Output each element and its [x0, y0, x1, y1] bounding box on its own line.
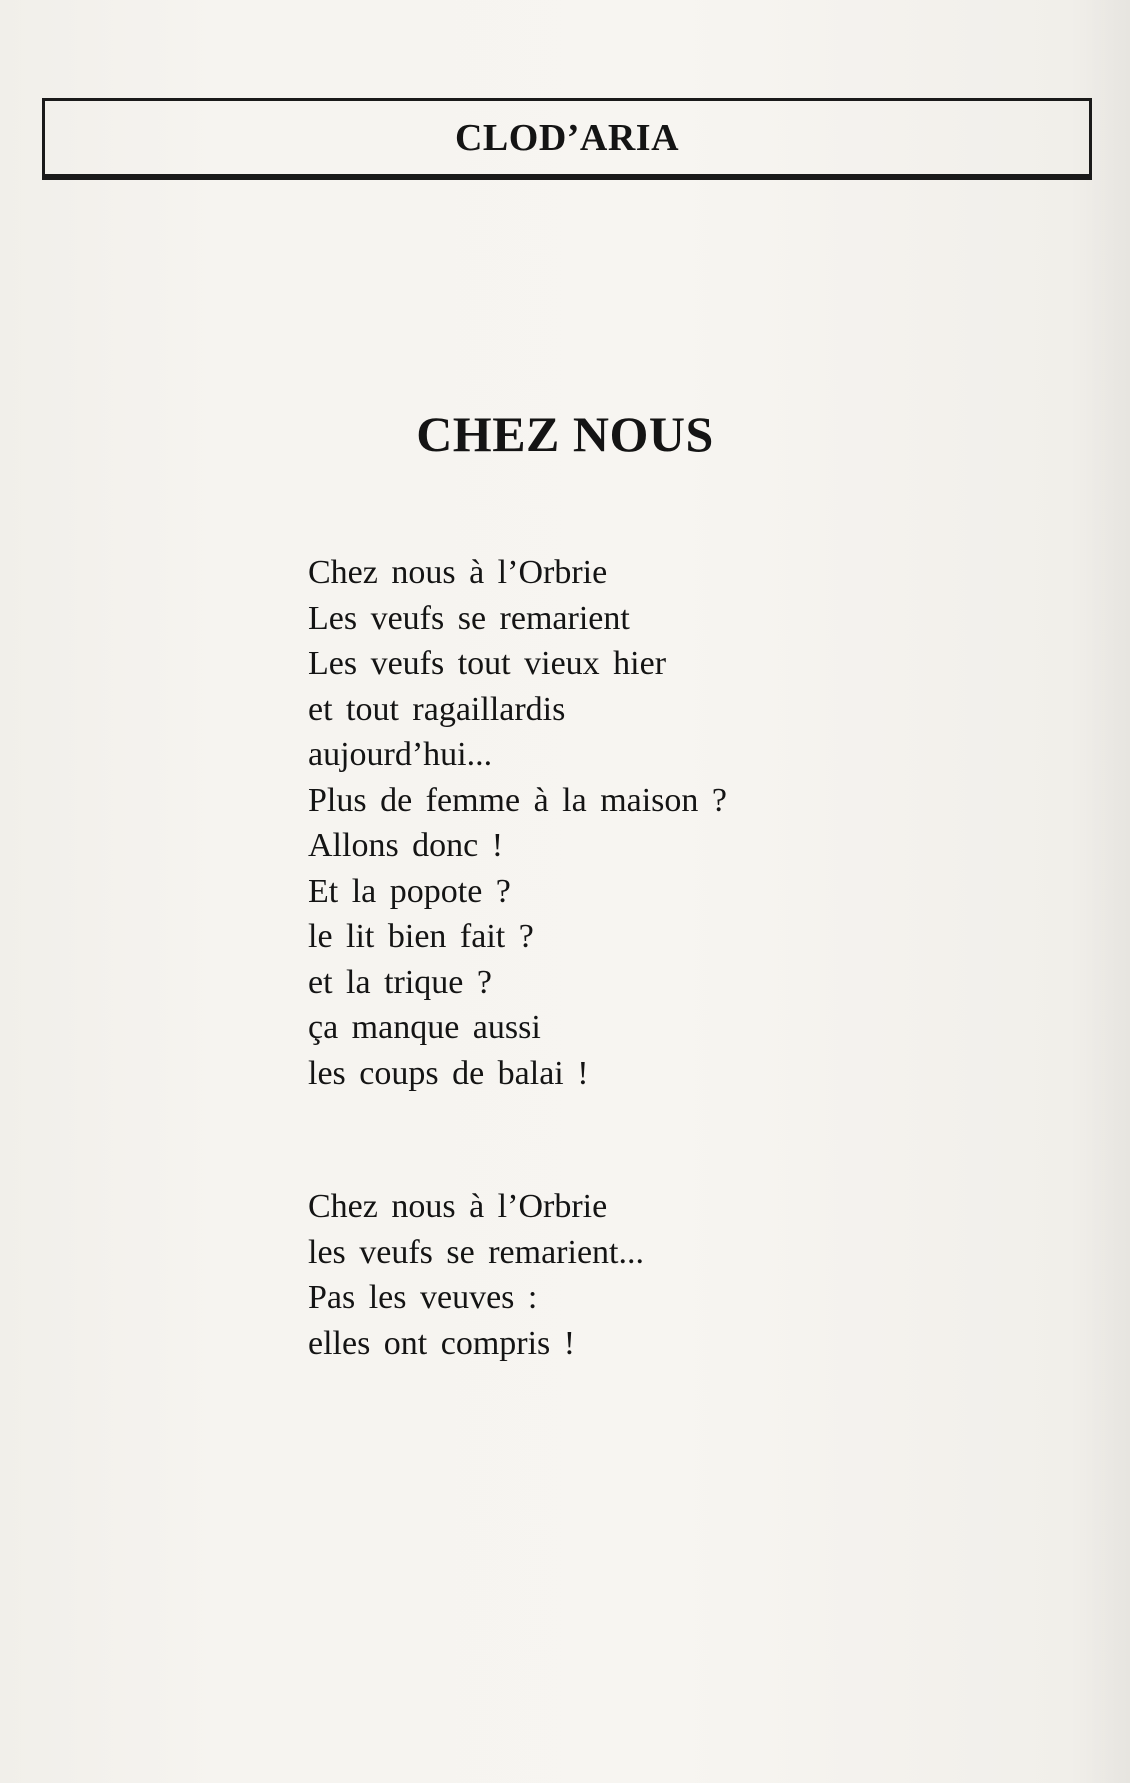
poem-line: Et la popote ?	[308, 872, 511, 910]
poem-line: Allons donc !	[308, 827, 504, 864]
page-edge-shadow	[1070, 0, 1130, 1783]
poem-line: Les veufs tout vieux hier	[308, 645, 667, 682]
poem-stanza-1	[308, 550, 727, 1096]
poem-line: et la trique ?	[308, 963, 492, 1001]
poem-stanza-2	[308, 1184, 644, 1366]
poem-line: le lit bien fait ?	[308, 918, 534, 955]
poem-line: Chez nous à l’Orbrie	[308, 1188, 608, 1225]
poem-line: les veufs se remarient...	[308, 1233, 644, 1271]
poem-line: aujourd’hui...	[308, 736, 493, 773]
header-box	[42, 98, 1092, 180]
poem-line: Pas les veuves :	[308, 1279, 538, 1316]
poem-line: Plus de femme à la maison ?	[308, 781, 728, 819]
poem-title: CHEZ NOUS	[416, 406, 714, 462]
poem-line: Les veufs se remarient	[308, 599, 630, 637]
poem-line: les coups de balai !	[308, 1054, 589, 1092]
poem-line: elles ont compris !	[308, 1324, 576, 1362]
poem-line: Chez nous à l’Orbrie	[308, 554, 608, 591]
poem-line: ça manque aussi	[308, 1009, 541, 1046]
poem-line: et tout ragaillardis	[308, 690, 566, 728]
header-title: CLOD’ARIA	[454, 116, 680, 159]
